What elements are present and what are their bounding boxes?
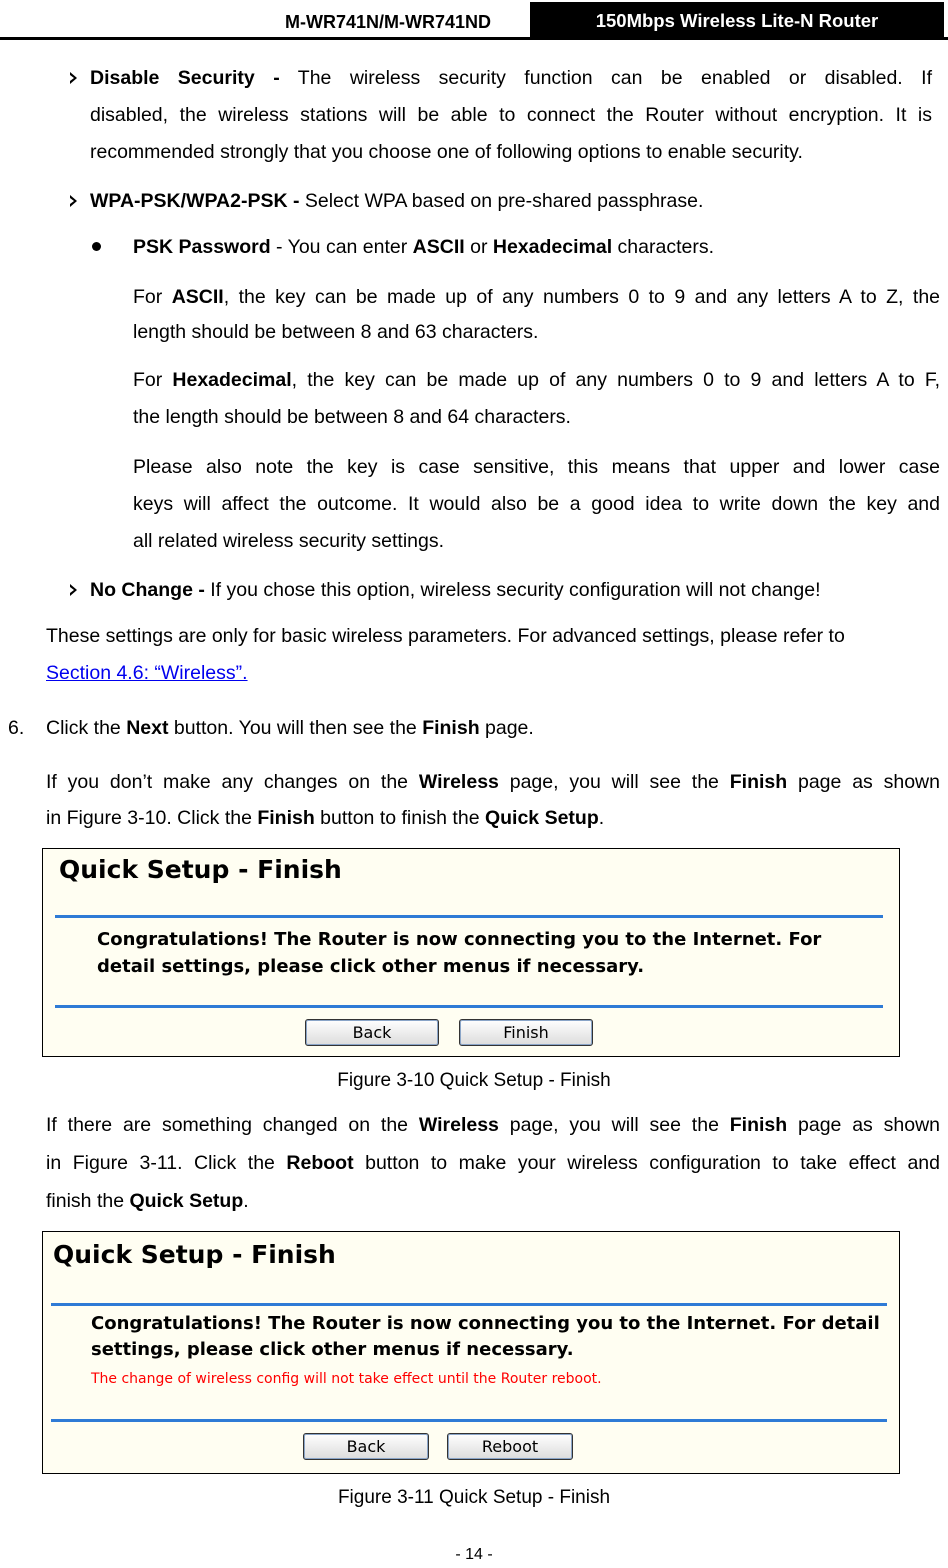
wpa-psk-line <box>90 189 703 213</box>
screenshot-title: Quick Setup - Finish <box>59 855 342 884</box>
note-line-2: keys will affect the outcome. It would also be a good idea to write down the key and <box>133 493 940 515</box>
wireless-section-link[interactable]: Section 4.6: “Wireless”. <box>46 662 248 684</box>
ascii-pre: For <box>133 286 172 308</box>
page-header <box>0 0 948 40</box>
wpa-psk-text: Select WPA based on pre-shared passphrase. <box>299 190 704 212</box>
finish-term: Finish <box>257 807 315 829</box>
disable-security-line-2: disabled, the wireless stations will be able to connect the Router without encryption. It is <box>90 104 932 126</box>
model-name: M-WR741N/M-WR741ND <box>284 12 491 32</box>
ascii-term: ASCII <box>171 286 224 308</box>
hex-line-2: the length should be between 8 and 64 characters. <box>133 406 571 428</box>
changed-line-3 <box>46 1189 249 1213</box>
congratulations-line-1: Congratulations! The Router is now connecting you to the Internet. For detail <box>91 1313 880 1334</box>
disable-security-line-1 <box>90 66 932 90</box>
page-number: - 14 - <box>455 1546 493 1563</box>
ascii-term: ASCII <box>412 236 465 258</box>
screenshot-title: Quick Setup - Finish <box>53 1240 336 1269</box>
no-changes-line-1 <box>46 770 940 794</box>
text: in Figure 3-10. Click the <box>46 807 258 829</box>
psk-text: characters. <box>612 236 714 258</box>
step-text: page. <box>479 717 534 739</box>
text: If there are something changed on the <box>46 1114 419 1136</box>
hex-line-1 <box>133 368 940 392</box>
step-6-line <box>46 716 534 740</box>
text: . <box>243 1190 249 1212</box>
finish-term: Finish <box>422 717 480 739</box>
wpa-psk-term: WPA-PSK/WPA2-PSK - <box>90 190 300 212</box>
ascii-line-1 <box>133 285 940 309</box>
finish-term: Finish <box>729 1114 788 1136</box>
psk-text: or <box>464 236 493 258</box>
finish-term: Finish <box>729 771 788 793</box>
hex-pre: For <box>133 369 173 391</box>
note-line-3: all related wireless security settings. <box>133 530 445 552</box>
text: If you don’t make any changes on the <box>46 771 419 793</box>
ascii-text: , the key can be made up of any numbers 0 to 9 and any letters A to Z, the <box>223 286 941 308</box>
hex-text: , the key can be made up of any numbers 0 to 9 and letters A to F, <box>291 369 941 391</box>
reboot-term: Reboot <box>286 1152 354 1174</box>
finish-button[interactable]: Finish <box>459 1019 593 1046</box>
no-change-line <box>90 578 821 602</box>
title-divider <box>55 915 883 918</box>
psk-password-line <box>133 235 714 259</box>
figure-3-11-screenshot <box>42 1231 900 1474</box>
step-text: button. You will then see the <box>168 717 423 739</box>
wireless-term: Wireless <box>418 1114 499 1136</box>
ascii-line-2: length should be between 8 and 63 characters. <box>133 321 539 343</box>
text: button to finish the <box>314 807 485 829</box>
psk-password-term: PSK Password <box>133 236 271 258</box>
figure-3-10-caption: Figure 3-10 Quick Setup - Finish <box>337 1070 611 1091</box>
arrow-bullet-icon <box>70 195 77 207</box>
quick-setup-term: Quick Setup <box>484 807 599 829</box>
product-tab: 150Mbps Wireless Lite-N Router <box>530 2 944 38</box>
congratulations-line-1: Congratulations! The Router is now connecting you to the Internet. For <box>97 929 822 950</box>
hex-term: Hexadecimal <box>172 369 292 391</box>
congratulations-line-2: detail settings, please click other menus if necessary. <box>97 956 645 977</box>
back-button[interactable]: Back <box>305 1019 439 1046</box>
changed-line-2 <box>46 1151 940 1175</box>
no-changes-line-2 <box>46 806 604 830</box>
wireless-term: Wireless <box>418 771 499 793</box>
next-term: Next <box>126 717 169 739</box>
step-number: 6. <box>8 717 25 739</box>
text: button to make your wireless configuration to take effect and <box>353 1152 940 1174</box>
disable-security-term: Disable Security - <box>90 67 280 89</box>
footer-divider <box>51 1419 887 1422</box>
psk-text: - You can enter <box>270 236 413 258</box>
title-divider <box>51 1303 887 1306</box>
disable-security-text: The wireless security function can be enabled or disabled. If <box>297 67 932 89</box>
text: page, you will see the <box>498 771 730 793</box>
arrow-bullet-icon <box>70 72 77 84</box>
figure-3-11-caption: Figure 3-11 Quick Setup - Finish <box>337 1487 611 1508</box>
header-rule <box>0 37 948 40</box>
reboot-button[interactable]: Reboot <box>447 1433 573 1460</box>
text: in Figure 3-11. Click the <box>46 1152 287 1174</box>
quick-setup-term: Quick Setup <box>129 1190 244 1212</box>
text: page as shown <box>787 771 940 793</box>
disable-security-line-3: recommended strongly that you choose one of following options to enable security. <box>90 141 803 163</box>
hexadecimal-term: Hexadecimal <box>492 236 613 258</box>
back-button[interactable]: Back <box>303 1433 429 1460</box>
no-change-text: If you chose this option, wireless security configuration will not change! <box>204 579 821 601</box>
text: page, you will see the <box>498 1114 730 1136</box>
round-bullet-icon <box>92 242 101 251</box>
text: page as shown <box>787 1114 940 1136</box>
arrow-bullet-icon <box>70 584 77 596</box>
changed-line-1 <box>46 1113 940 1137</box>
note-line-1: Please also note the key is case sensitive, this means that upper and lower case <box>133 456 940 478</box>
step-text: Click the <box>46 717 127 739</box>
no-change-term: No Change - <box>90 579 205 601</box>
text: finish the <box>46 1190 130 1212</box>
congratulations-line-2: settings, please click other menus if necessary. <box>91 1339 574 1360</box>
figure-3-10-screenshot <box>42 848 900 1057</box>
footer-divider <box>55 1005 883 1008</box>
reboot-warning: The change of wireless config will not take effect until the Router reboot. <box>91 1371 602 1387</box>
text: . <box>598 807 605 829</box>
basic-settings-line: These settings are only for basic wireless parameters. For advanced settings, please refer to <box>46 625 845 647</box>
